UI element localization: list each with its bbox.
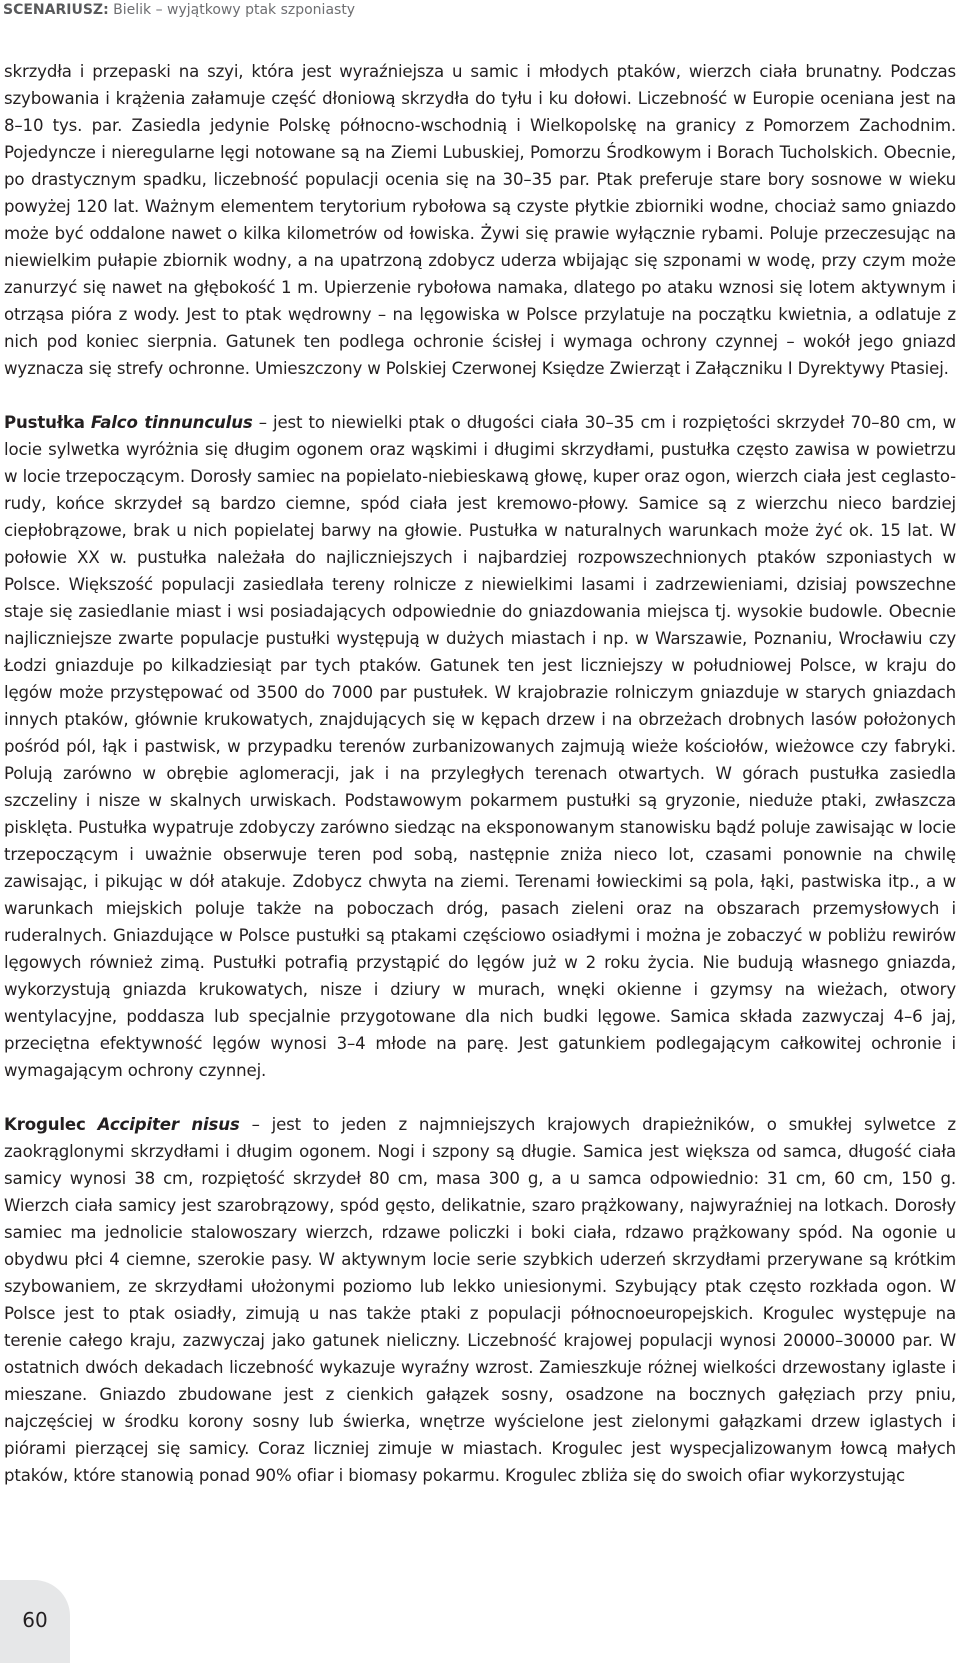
paragraph-sparrowhawk-text: – jest to jeden z najmniejszych krajowych drapieżników, o smukłej sylwetce z zaokrąglonymi skrzydłami i długim ogonem. Nogi i szpony są długie. Samica jest większa od samca, długość ciała samicy wynosi 38 cm, rozpiętość skrzydeł 80 cm, masa 300 g, a u samca odpowiednio: 31 cm, 60 cm, 150 g. Wierzch ciała samicy jest szarobrązowy, spód gęsto, delikatnie, szaro prążkowany, najwyraźniej na lotkach. Dorosły samiec ma jednolicie stalowoszary wierzch, rdzawe policzki i boki ciała, rdzawo prążkowany spód. Na ogonie u obydwu płci 4 ciemne, szerokie pasy. W aktywnym locie serie szybkich uderzeń skrzydłami przerywane są krótkim szybowaniem, ze skrzydłami ułożonymi poziomo lub lekko uniesionymi. Szybujący ptak często rozkłada ogon. W Polsce jest to ptak osiadły, zimują u nas także ptaki z populacji północnoeuropejskich. Krogulec występuje na terenie całego kraju, zazwyczaj jako gatunek nieliczny. Liczebność krajowej populacji wynosi 20000–30000 par. W ostatnich dwóch dekadach liczebność wykazuje wyraźny wzrost. Zamieszkuje różnej wielkości drzewostany iglaste i mieszane. Gniazdo zbudowane jest z cienkich gałązek sosny, osadzone na bocznych gałęziach przy pniu, najczęściej w środku korony sosny lub świerka, wnętrze wyścielone jest zielonymi gałązkami drzew iglastych i piórami pierzącej się samicy. Coraz liczniej zimuje w miastach. Krogulec jest wyspecjalizowanym łowcą małych ptaków, które stanowią ponad 90% ofiar i biomasy pokarmu. Krogulec zbliża się do swoich ofiar wykorzystując [4,1115,956,1485]
running-header [3,1,355,19]
paragraph-kestrel [4,409,956,1084]
species-latin-sparrowhawk: Accipiter nisus [97,1115,240,1134]
header-section-label: SCENARIUSZ: [3,2,109,18]
article-body [4,58,956,1489]
page-number: 60 [22,1608,48,1632]
paragraph-osprey-continued: skrzydła i przepaski na szyi, która jest wyraźniejsza u samic i młodych ptaków, wierzch ciała brunatny. Podczas szybowania i krążenia załamuje część dłoniową skrzydła do tyłu i ku dołowi. Liczebność w Europie oceniana jest na 8–10 tys. par. Zasiedla jedynie Polskę północno-wschodnią i Wielkopolskę na granicy z Pomorzem Zachodnim. Pojedyncze i nieregularne lęgi notowane są na Ziemi Lubuskiej, Pomorzu Środkowym i Borach Tucholskich. Obecnie, po drastycznym spadku, liczebność populacji ocenia się na 30–35 par. Ptak preferuje stare bory sosnowe w wieku powyżej 120 lat. Ważnym elementem terytorium rybołowa są czyste płytkie zbiorniki wodne, chociaż samo gniazdo może być oddalone nawet o kilka kilometrów od łowiska. Żywi się prawie wyłącznie rybami. Poluje przeczesując na niewielkim pułapie zbiornik wodny, a na upatrzoną zdobycz uderza wbijając się szponami w wodę, przy czym może zanurzyć się nawet na głębokość 1 m. Upierzenie rybołowa namaka, dlatego po ataku wznosi się lotem aktywnym i otrząsa pióra z wody. Jest to ptak wędrowny – na lęgowiska w Polsce przylatuje na początku kwietnia, a odlatuje z nich pod koniec sierpnia. Gatunek ten podlega ochronie ścisłej i wymaga ochrony czynnej – wokół jego gniazd wyznacza się strefy ochronne. Umieszczony w Polskiej Czerwonej Księdze Zwierząt i Załączniku I Dyrektywy Ptasiej. [4,62,956,378]
page-number-tab [0,1580,70,1663]
header-title: Bielik – wyjątkowy ptak szponiasty [108,2,356,18]
species-latin-kestrel: Falco tinnunculus [90,413,253,432]
species-name-sparrowhawk: Krogulec [4,1115,86,1134]
paragraph-kestrel-text: – jest to niewielki ptak o długości ciała 30–35 cm i rozpiętości skrzydeł 70–80 cm, w locie sylwetka wyróżnia się długim ogonem oraz wąskimi i długimi skrzydłami, pustułka często zawisa w powietrzu w locie trzepoczącym. Dorosły samiec na popielato-niebieskawą głowę, kuper oraz ogon, wierzch ciała jest ceglasto-rudy, końce skrzydeł są bardzo ciemne, spód ciała jest kremowo-płowy. Samice są z wierzchu nieco bardziej ciepłobrązowe, brak u nich popielatej barwy na głowie. Pustułka w naturalnych warunkach może żyć ok. 15 lat. W połowie XX w. pustułka należała do najliczniejszych i najbardziej rozpowszechnionych ptaków szponiastych w Polsce. Większość populacji zasiedlała tereny rolnicze z niewielkimi lasami i zadrzewieniami, dzisiaj powszechne staje się zasiedlanie miast i wsi posiadających odpowiednie do gniazdowania miejsca tj. wysokie budowle. Obecnie najliczniejsze zwarte populacje pustułki występują w dużych miastach i np. w Warszawie, Poznaniu, Wrocławiu czy Łodzi gniazduje po kilkadziesiąt par tych ptaków. Gatunek ten jest liczniejszy w południowej Polsce, w kraju do lęgów może przystępować od 3500 do 7000 par pustułek. W krajobrazie rolniczym gniazduje w starych gniazdach innych ptaków, głównie krukowatych, znajdujących się w kępach drzew i na obrzeżach drobnych lasów położonych pośród pól, łąk i pastwisk, w przypadku terenów zurbanizowanych zajmują wieże kościołów, wieżowce czy fabryki. Polują zarówno w obrębie aglomeracji, jak i na przyległych terenach otwartych. W górach pustułka zasiedla szczeliny i nisze w skalnych urwiskach. Podstawowym pokarmem pustułki są gryzonie, nieduże ptaki, zwłaszcza pisklęta. Pustułka wypatruje zdobyczy zarówno siedząc na eksponowanym stanowisku bądź poluje zawisając w locie trzepoczącym i uważnie obserwuje teren pod sobą, następnie zniża nieco lot, czasami ponownie na chwilę zawisając, i pikując w dół atakuje. Zdobycz chwyta na ziemi. Terenami łowieckimi są pola, łąki, pastwiska itp., a w warunkach miejskich poluje także na poboczach dróg, pasach zieleni oraz na obszarach przemysłowych i ruderalnych. Gniazdujące w Polsce pustułki są ptakami częściowo osiadłymi i można je zobaczyć w pobliżu rewirów lęgowych również zimą. Pustułki potrafią przystąpić do lęgów już w 2 roku życia. Nie budują własnego gniazda, wykorzystują gniazda krukowatych, nisze i dziury w murach, wnęki okienne i gzymsy na wieżach, otwory wentylacyjne, poddasza lub specjalnie przygotowane dla nich budki lęgowe. Samica składa zazwyczaj 4–6 jaj, przeciętna efektywność lęgów wynosi 3–4 młode na parę. Jest gatunkiem podlegającym całkowitej ochronie i wymagającym ochrony czynnej. [4,413,956,1080]
species-name-kestrel: Pustułka [4,413,85,432]
paragraph-sparrowhawk [4,1111,956,1489]
